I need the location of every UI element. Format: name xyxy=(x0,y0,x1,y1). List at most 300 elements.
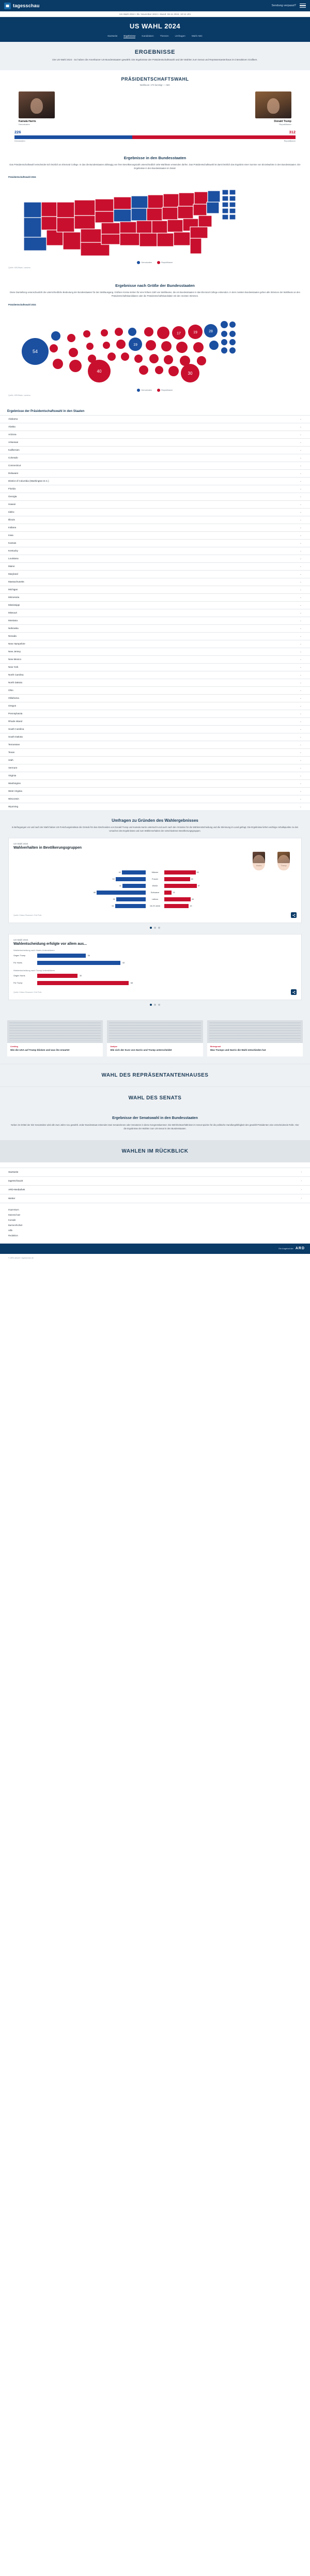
footer-link[interactable]: Barrierefreiheit xyxy=(8,1224,23,1227)
state-name: Iowa xyxy=(8,534,13,537)
state-accordion-item[interactable] xyxy=(0,640,310,648)
chevron-down-icon[interactable]: ⌄ xyxy=(299,464,302,467)
svg-text:19: 19 xyxy=(193,330,197,334)
chevron-down-icon[interactable]: ⌄ xyxy=(299,642,302,646)
state-accordion-item[interactable] xyxy=(0,602,310,609)
electors-harris: 226 xyxy=(14,129,21,134)
state-name: New Mexico xyxy=(8,658,22,661)
chevron-down-icon[interactable]: ⌄ xyxy=(299,673,302,677)
state-accordion-item[interactable] xyxy=(0,555,310,563)
states-accordion-section xyxy=(0,404,310,811)
poll-group-label: Weiße xyxy=(152,884,158,887)
us-bubble-map[interactable] xyxy=(8,309,302,387)
state-accordion-item[interactable] xyxy=(0,431,310,439)
card2-group2-label: Wahlentscheidung nach Trump-Unterstützern xyxy=(13,969,55,972)
state-accordion-item[interactable] xyxy=(0,447,310,454)
electoral-bar-republicans xyxy=(132,135,296,139)
state-accordion-item[interactable] xyxy=(0,454,310,462)
teaser-image-3 xyxy=(207,1020,303,1043)
hbar-label: Für Harris xyxy=(13,962,22,964)
sendung-verpasst-link[interactable]: Sendung verpasst? xyxy=(271,4,296,7)
teaser-image-1 xyxy=(7,1020,103,1043)
poll-value-right: 43 xyxy=(190,904,192,907)
chevron-down-icon[interactable]: ⌄ xyxy=(299,417,302,421)
chevron-down-icon[interactable]: ⌄ xyxy=(299,541,302,545)
state-name: Michigan xyxy=(8,588,18,591)
carousel-dot-1[interactable] xyxy=(150,927,152,929)
candidate-row xyxy=(7,91,303,126)
footer-nav-item[interactable] xyxy=(0,1168,310,1177)
chevron-down-icon[interactable]: ⌄ xyxy=(299,735,302,739)
chevron-right-icon[interactable]: › xyxy=(301,1197,302,1200)
hbar-label: Gegen Trump xyxy=(13,955,26,957)
footer-nav-label: Wetter xyxy=(8,1197,16,1200)
poll-group-label: Männer xyxy=(151,871,159,873)
state-accordion-item[interactable] xyxy=(0,687,310,695)
chevron-down-icon[interactable]: ⌄ xyxy=(299,440,302,444)
brand-logo-group[interactable] xyxy=(4,3,40,9)
candidate-trump xyxy=(255,91,291,126)
state-accordion-item[interactable] xyxy=(0,524,310,532)
hbar-row xyxy=(13,973,297,979)
chevron-down-icon[interactable]: ⌄ xyxy=(299,448,302,452)
state-accordion-item[interactable] xyxy=(0,726,310,733)
teaser-kicker: Analyse xyxy=(110,1046,118,1048)
chevron-down-icon[interactable]: ⌄ xyxy=(299,549,302,553)
poll-bar-harris xyxy=(116,897,146,901)
poll-left xyxy=(13,897,146,901)
chevron-down-icon[interactable]: ⌄ xyxy=(299,526,302,529)
teaser-title: Was Trumps und Harris die Wahl entschieden hat xyxy=(210,1049,266,1052)
state-name: Kansas xyxy=(8,542,17,545)
size-block xyxy=(0,276,310,404)
trump-portrait xyxy=(277,852,290,863)
poll-row xyxy=(13,876,297,882)
state-name: Nebraska xyxy=(8,627,19,630)
teaser-image-2 xyxy=(107,1020,203,1043)
teaser-card[interactable] xyxy=(7,1020,103,1056)
footer-link[interactable]: Datenschutz xyxy=(8,1214,21,1217)
state-accordion-item[interactable] xyxy=(0,462,310,470)
footer-link[interactable]: Kontakt xyxy=(8,1219,16,1222)
top-navigation-bar xyxy=(0,0,310,11)
chevron-down-icon[interactable]: ⌄ xyxy=(299,766,302,770)
poll-value-left: 42 xyxy=(118,871,121,873)
teaser-card[interactable] xyxy=(207,1020,303,1056)
poll-left xyxy=(13,870,146,875)
candidate-harris xyxy=(19,91,55,126)
state-name: Georgia xyxy=(8,495,17,498)
senate-text-block xyxy=(0,1109,310,1140)
hbar-row xyxy=(13,980,297,986)
footer xyxy=(0,1162,310,1264)
chevron-down-icon[interactable]: ⌄ xyxy=(299,774,302,777)
chevron-down-icon[interactable]: ⌄ xyxy=(299,572,302,576)
state-name: Connecticut xyxy=(8,464,21,467)
state-accordion-item[interactable] xyxy=(0,586,310,594)
chevron-down-icon[interactable]: ⌄ xyxy=(299,611,302,615)
state-accordion-item[interactable] xyxy=(0,516,310,524)
hbar-fill xyxy=(37,961,120,965)
poll-group-label: Schwarze xyxy=(150,891,160,894)
card-source: Quelle: Edison Research / Exit Polls xyxy=(13,991,42,993)
state-name: Mississippi xyxy=(8,604,20,607)
teaser-row xyxy=(0,1015,310,1063)
footer-links xyxy=(0,1203,310,1244)
state-name: Louisiana xyxy=(8,557,19,560)
poll-bar-trump xyxy=(164,884,197,888)
svg-text:17: 17 xyxy=(177,331,181,335)
electoral-heading: Ergebnisse in den Bundesstaaten xyxy=(123,155,187,160)
presidential-section xyxy=(0,70,310,148)
senate-block-heading: Ergebnisse der Senatswahl in den Bundesstaaten xyxy=(112,1116,198,1120)
chevron-down-icon[interactable]: ⌄ xyxy=(299,665,302,669)
hbar-value: 30 xyxy=(80,975,82,977)
chevron-down-icon[interactable]: ⌄ xyxy=(299,595,302,599)
candidate-party: Demokraten xyxy=(19,122,30,126)
teaser-card[interactable] xyxy=(107,1020,203,1056)
state-accordion-item[interactable] xyxy=(0,547,310,555)
bubble-map-source: Quelle: ARD/Basis: Landesa xyxy=(8,394,30,396)
state-accordion-item[interactable] xyxy=(0,609,310,617)
state-accordion-item[interactable] xyxy=(0,733,310,741)
electoral-bar-democrats xyxy=(14,135,132,139)
footer-nav-label: Startseite xyxy=(8,1171,19,1174)
state-accordion-item[interactable] xyxy=(0,780,310,788)
chevron-down-icon[interactable]: ⌄ xyxy=(299,471,302,475)
chevron-down-icon[interactable]: ⌄ xyxy=(299,619,302,622)
poll-right xyxy=(164,884,297,888)
harris-portrait xyxy=(19,91,55,118)
footer-nav-item[interactable] xyxy=(0,1186,310,1194)
state-name: New Jersey xyxy=(8,650,21,653)
poll-group-label: Frauen xyxy=(151,878,159,880)
chevron-down-icon[interactable]: ⌄ xyxy=(299,479,302,483)
page-title: US WAHL 2024 xyxy=(129,22,181,30)
trump-portrait xyxy=(255,91,291,118)
carousel-dot-3[interactable] xyxy=(158,927,160,929)
footer-nav-label: tagesschau24 xyxy=(8,1179,23,1183)
card2-group2-chart xyxy=(13,973,297,986)
state-name: Virginia xyxy=(8,774,17,777)
svg-text:54: 54 xyxy=(32,348,38,354)
state-name: Tennessee xyxy=(8,743,20,746)
chevron-down-icon[interactable]: ⌄ xyxy=(299,650,302,653)
state-accordion-item[interactable] xyxy=(0,695,310,702)
chevron-down-icon[interactable]: ⌄ xyxy=(299,456,302,459)
map-legend xyxy=(8,261,302,264)
footer-nav xyxy=(0,1168,310,1203)
state-name: Utah xyxy=(8,759,13,762)
poll-bar-trump xyxy=(164,870,196,875)
state-accordion-item[interactable] xyxy=(0,710,310,718)
hbar-row xyxy=(13,960,297,966)
candidate-party: Republikaner xyxy=(279,122,291,126)
chevron-down-icon[interactable]: ⌄ xyxy=(299,557,302,560)
state-accordion-item[interactable] xyxy=(0,656,310,664)
chevron-down-icon[interactable]: ⌄ xyxy=(299,580,302,584)
hbar-fill xyxy=(37,981,129,985)
hbar-fill xyxy=(37,974,78,978)
poll-left xyxy=(13,877,146,881)
poll-group-label: Latinos xyxy=(151,898,159,900)
poll-right xyxy=(164,877,297,881)
electors-trump: 312 xyxy=(289,129,296,134)
chevron-down-icon[interactable]: ⌄ xyxy=(299,781,302,785)
electoral-block xyxy=(0,148,310,276)
chevron-down-icon[interactable]: ⌄ xyxy=(299,681,302,684)
chevron-down-icon[interactable]: ⌄ xyxy=(299,743,302,746)
carousel-dots-2[interactable] xyxy=(8,1004,302,1006)
hbar-fill xyxy=(37,954,86,958)
poll-bar-harris xyxy=(122,884,146,888)
card-kicker: US-Wahl 2024 xyxy=(13,939,28,942)
polls-text: In Befragungen vor und nach der Wahl haben US-Forschungsinstitute die Gründe für das Abschneiden von Donald Trump und Kamala Harris untersucht und auch nach den Gründen für die Wählerentscheidung und die Stimmung im Land gefragt. Die Ergebnisse liefern wichtige Anhaltspunkte zu den Ursachen des Ergebnisses und zum Wählerverhalten der verschiedenen Bevölkerungsgruppen. xyxy=(11,825,299,832)
results-heading: ERGEBNISSE xyxy=(134,49,176,55)
chevron-down-icon[interactable]: ⌄ xyxy=(299,487,302,490)
hbar-value: 62 xyxy=(122,962,125,964)
electoral-bar-wrap xyxy=(7,130,303,142)
bubble-map-caption: Präsidentschaftswahl 2024 xyxy=(8,303,36,306)
state-accordion-item[interactable] xyxy=(0,532,310,540)
chevron-down-icon[interactable]: ⌄ xyxy=(299,502,302,506)
state-name: South Dakota xyxy=(8,735,23,739)
presidential-heading: PRÄSIDENTSCHAFTSWAHL xyxy=(121,76,189,82)
brand-name: tagesschau xyxy=(13,3,40,8)
chevron-down-icon[interactable]: ⌄ xyxy=(299,603,302,607)
chevron-down-icon[interactable]: ⌄ xyxy=(299,696,302,700)
state-accordion-item[interactable] xyxy=(0,470,310,478)
chevron-down-icon[interactable]: ⌄ xyxy=(299,719,302,723)
chevron-down-icon[interactable]: ⌄ xyxy=(299,433,302,436)
us-choropleth-map[interactable] xyxy=(8,181,302,259)
state-accordion-item[interactable] xyxy=(0,617,310,625)
state-accordion-item[interactable] xyxy=(0,501,310,509)
teaser-kicker: Liveblog xyxy=(10,1046,18,1048)
retrospective-heading: WAHLEN IM RÜCKBLICK xyxy=(121,1148,189,1154)
chevron-down-icon[interactable]: ⌄ xyxy=(299,518,302,522)
senate-band xyxy=(0,1086,310,1109)
state-accordion-item[interactable] xyxy=(0,563,310,571)
poll-row xyxy=(13,902,297,909)
state-accordion-item[interactable] xyxy=(0,625,310,633)
chevron-down-icon[interactable]: ⌄ xyxy=(299,750,302,754)
state-accordion-item[interactable] xyxy=(0,772,310,780)
state-accordion-item[interactable] xyxy=(0,478,310,485)
electoral-bar xyxy=(14,135,296,139)
chevron-down-icon[interactable]: ⌄ xyxy=(299,657,302,661)
footer-nav-item[interactable] xyxy=(0,1194,310,1203)
share-icon[interactable] xyxy=(291,912,297,918)
poll-left xyxy=(13,884,146,888)
carousel-dot-3[interactable] xyxy=(158,1004,160,1006)
hbar-label: Gegen Harris xyxy=(13,975,25,977)
state-accordion-item[interactable] xyxy=(0,648,310,656)
chevron-right-icon[interactable]: › xyxy=(301,1179,302,1183)
state-accordion-item[interactable] xyxy=(0,594,310,602)
state-accordion-item[interactable] xyxy=(0,540,310,547)
state-accordion-item[interactable] xyxy=(0,571,310,578)
poll-right xyxy=(164,904,297,908)
topbar-actions xyxy=(272,4,306,8)
state-accordion-item[interactable] xyxy=(0,788,310,795)
state-name: Kentucky xyxy=(8,549,18,553)
state-name: District of Columbia (Washington D.C.) xyxy=(8,480,49,483)
poll-right xyxy=(164,870,297,875)
card-source: Quelle: Edison Research / Exit Polls xyxy=(13,914,42,916)
chevron-down-icon[interactable]: ⌄ xyxy=(299,704,302,708)
legend-item-democrats: Demokraten xyxy=(137,389,152,392)
footer-link[interactable]: Hilfe xyxy=(8,1229,13,1232)
state-name: Maryland xyxy=(8,573,18,576)
poll-bar-trump xyxy=(164,891,172,895)
state-accordion-item[interactable] xyxy=(0,702,310,710)
carousel-dots[interactable] xyxy=(8,927,302,929)
state-name: Oregon xyxy=(8,704,17,708)
poll-value-right: 13 xyxy=(173,891,175,894)
state-accordion-item[interactable] xyxy=(0,741,310,749)
svg-text:40: 40 xyxy=(97,369,102,374)
tagesschau-logo-icon xyxy=(4,3,11,9)
bubble-map-legend xyxy=(8,389,302,392)
card-candidate-headers xyxy=(13,852,297,867)
chevron-down-icon[interactable]: ⌄ xyxy=(299,688,302,692)
hbar-value: 68 xyxy=(130,982,133,985)
state-accordion-item[interactable] xyxy=(0,633,310,640)
state-accordion-item[interactable] xyxy=(0,764,310,772)
size-heading: Ergebnisse nach Größe der Bundesstaaten xyxy=(115,283,195,288)
chevron-down-icon[interactable]: ⌄ xyxy=(299,626,302,630)
state-accordion-item[interactable] xyxy=(0,578,310,586)
legend-item-republicans: Republikaner xyxy=(157,261,173,264)
state-accordion-item[interactable] xyxy=(0,795,310,803)
state-name: North Dakota xyxy=(8,681,23,684)
chevron-down-icon[interactable]: ⌄ xyxy=(299,495,302,498)
state-name: Oklahoma xyxy=(8,697,19,700)
state-name: Delaware xyxy=(8,472,19,475)
chevron-down-icon[interactable]: ⌄ xyxy=(299,789,302,793)
house-band xyxy=(0,1064,310,1086)
state-accordion-item[interactable] xyxy=(0,485,310,493)
chevron-down-icon[interactable]: ⌄ xyxy=(299,588,302,591)
state-name: Colorado xyxy=(8,456,18,459)
poll-row xyxy=(13,889,297,896)
state-accordion-item[interactable] xyxy=(0,757,310,764)
hbar-row xyxy=(13,953,297,959)
state-accordion-item[interactable] xyxy=(0,423,310,431)
hero-header xyxy=(0,17,310,35)
footer-nav-item[interactable] xyxy=(0,1177,310,1186)
chevron-down-icon[interactable]: ⌄ xyxy=(299,712,302,715)
legend-democrats: Demokraten xyxy=(14,140,25,142)
harris-portrait xyxy=(253,852,265,863)
carousel-dot-1[interactable] xyxy=(150,1004,152,1006)
state-accordion-item[interactable] xyxy=(0,509,310,516)
poll-value-left: 52 xyxy=(113,898,115,900)
state-name: Massachusetts xyxy=(8,580,24,584)
chevron-down-icon[interactable]: ⌄ xyxy=(299,634,302,638)
ard-logo: ARD xyxy=(295,1247,305,1251)
state-accordion-item[interactable] xyxy=(0,493,310,501)
chevron-down-icon[interactable]: ⌄ xyxy=(299,564,302,568)
state-name: Kalifornien xyxy=(8,449,20,452)
nav-item-kandidaten[interactable]: Kandidaten xyxy=(142,35,154,37)
candidate-name: Donald Trump xyxy=(274,119,291,123)
card-title: Wahlentscheidung erfolgte vor allem aus... xyxy=(13,942,87,946)
chevron-down-icon[interactable]: ⌄ xyxy=(299,533,302,537)
senate-heading: WAHL DES SENATS xyxy=(128,1095,182,1101)
poll-row xyxy=(13,869,297,876)
state-accordion-item[interactable] xyxy=(0,664,310,671)
share-icon[interactable] xyxy=(291,989,297,995)
poll-bar-trump xyxy=(164,877,190,881)
nav-item-wahl-abc[interactable]: Wahl-ABC xyxy=(191,35,203,37)
chevron-down-icon[interactable]: ⌄ xyxy=(299,727,302,731)
chevron-down-icon[interactable]: ⌄ xyxy=(299,425,302,428)
poll-left xyxy=(13,904,146,908)
chevron-right-icon[interactable]: › xyxy=(301,1170,302,1174)
nav-item-umfragen[interactable]: Umfragen xyxy=(175,35,185,37)
candidate-name: Kamala Harris xyxy=(19,119,36,123)
chevron-down-icon[interactable]: ⌄ xyxy=(299,510,302,514)
state-accordion-item[interactable] xyxy=(0,803,310,811)
state-name: West Virginia xyxy=(8,790,22,793)
card-head-trump xyxy=(274,852,293,867)
state-name: Maine xyxy=(8,565,15,568)
poll-bar-harris xyxy=(97,891,146,895)
state-accordion-item[interactable] xyxy=(0,749,310,757)
card2-group1-chart xyxy=(13,953,297,966)
poll-value-left: 86 xyxy=(94,891,96,894)
chevron-down-icon[interactable]: ⌄ xyxy=(299,805,302,808)
teaser-title: Wie die USA auf Trump blicken und was ihn erwartet xyxy=(10,1049,70,1052)
state-accordion-item[interactable] xyxy=(0,679,310,687)
chevron-down-icon[interactable]: ⌄ xyxy=(299,758,302,762)
nav-item-themen[interactable]: Themen xyxy=(160,35,169,37)
carousel-dot-2[interactable] xyxy=(154,927,156,929)
hamburger-menu-icon[interactable] xyxy=(300,4,306,8)
chevron-down-icon[interactable]: ⌄ xyxy=(299,797,302,801)
poll-bar-trump xyxy=(164,904,189,908)
state-name: New York xyxy=(8,666,19,669)
poll-card-wahlentscheidung xyxy=(8,934,302,1000)
poll-value-right: 55 xyxy=(196,871,199,873)
hbar-label: Für Trump xyxy=(13,982,23,985)
poll-bar-harris xyxy=(122,870,146,875)
state-accordion-item[interactable] xyxy=(0,416,310,423)
footer-nav-label: ARD-Mediathek xyxy=(8,1188,25,1191)
nav-item-ergebnisse[interactable]: Ergebnisse xyxy=(123,35,136,37)
footer-link[interactable]: Impressum xyxy=(8,1208,19,1212)
section-nav xyxy=(0,35,310,42)
state-name: Texas xyxy=(8,751,14,754)
nav-item-startseite[interactable]: Startseite xyxy=(107,35,118,37)
state-accordion-item[interactable] xyxy=(0,671,310,679)
results-intro-band xyxy=(0,42,310,70)
poll-value-left: 41 xyxy=(119,884,121,887)
footer-link[interactable]: Redaktion xyxy=(8,1234,18,1237)
page-root xyxy=(0,0,310,1264)
poll-bar-harris xyxy=(116,877,146,881)
chevron-right-icon[interactable]: › xyxy=(301,1188,302,1191)
carousel-dot-2[interactable] xyxy=(154,1004,156,1006)
state-name: Vermont xyxy=(8,766,18,770)
card-kicker: US-Wahl 2024 xyxy=(13,842,28,846)
state-accordion-item[interactable] xyxy=(0,439,310,447)
poll-bar-trump xyxy=(164,897,191,901)
state-accordion-item[interactable] xyxy=(0,718,310,726)
poll-value-right: 46 xyxy=(191,898,194,900)
